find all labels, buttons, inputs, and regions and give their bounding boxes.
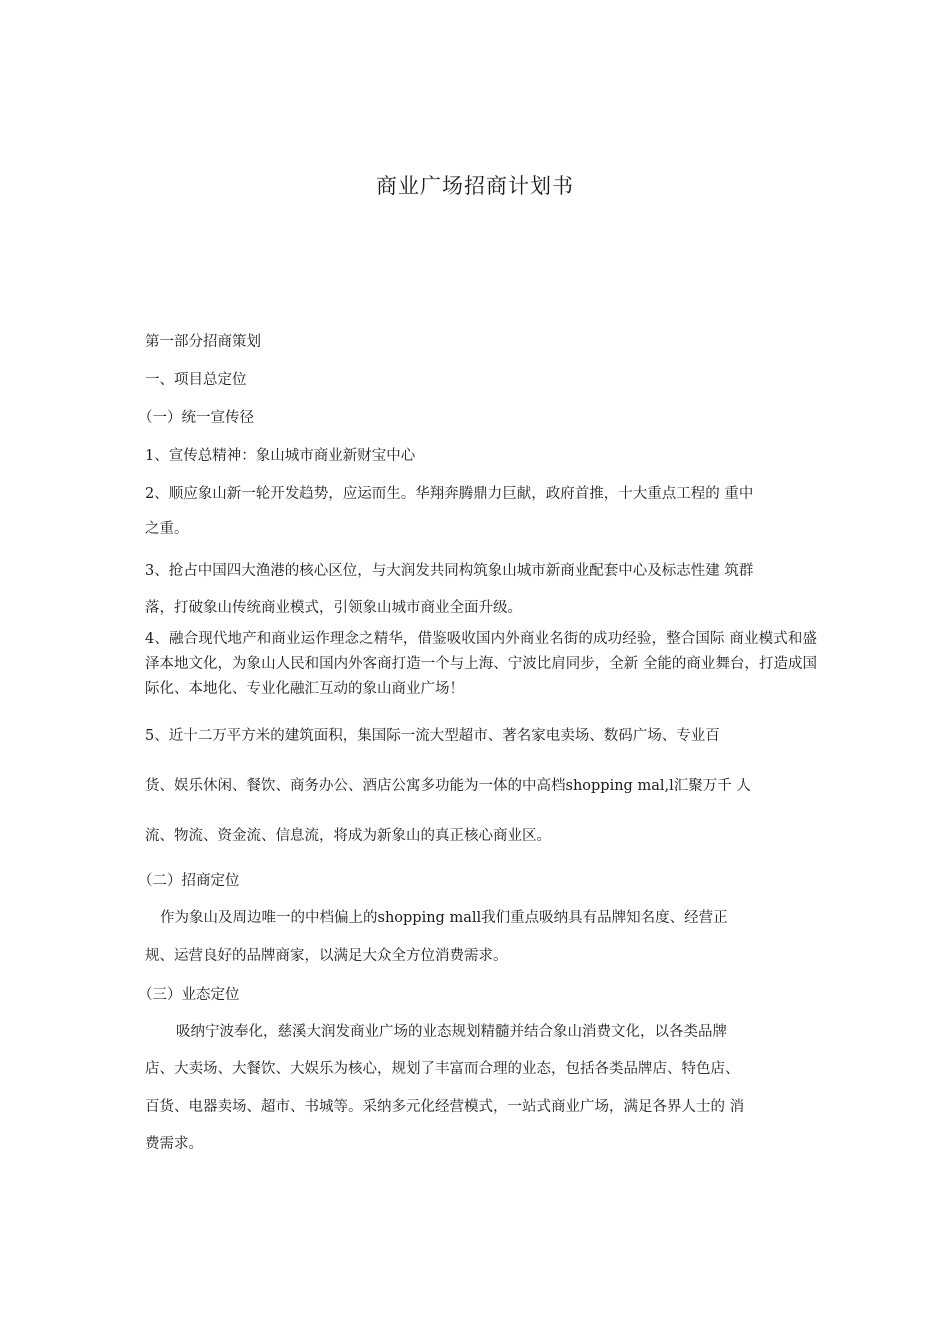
list-item: 1、宣传总精神：象山城市商业新财宝中心 [145,448,416,464]
list-item: 3、抢占中国四大渔港的核心区位，与大润发共同构筑象山城市新商业配套中心及标志性建 筑群 [145,563,754,579]
list-item: 5、近十二万平方米的建筑面积，集国际一流大型超市、著名家电卖场、数码广场、专业百 [145,728,720,744]
section-heading: 一、项目总定位 [145,372,247,388]
part-heading: 第一部分招商策划 [145,334,261,350]
document-title: 商业广场招商计划书 [376,174,574,198]
subsection-heading: （一）统一宣传径 [138,410,254,426]
list-item-continuation: 落，打破象山传统商业模式，引领象山城市商业全面升级。 [145,600,522,616]
list-item-continuation: 货、娱乐休闲、餐饮、商务办公、酒店公寓多功能为一体的中高档shopping mal,l汇聚万千 人 [145,778,751,794]
list-item-continuation: 流、物流、资金流、信息流，将成为新象山的真正核心商业区。 [145,828,551,844]
paragraph-line: 作为象山及周边唯一的中档偏上的shopping mall我们重点吸纳具有品牌知名度、经营正 [160,910,728,926]
paragraph-line: 店、大卖场、大餐饮、大娱乐为核心，规划了丰富而合理的业态，包括各类品牌店、特色店、 [145,1061,740,1077]
list-item-continuation: 之重。 [145,521,189,537]
list-item-paragraph: 4、融合现代地产和商业运作理念之精华，借鉴吸收国内外商业名街的成功经验，整合国际 商业模式和盛泽本地文化，为象山人民和国内外客商打造一个与上海、宁波比肩同步，全新 全能的商业舞台，打造成国际化、本地化、专业化融汇互动的象山商业广场！ [145,631,817,697]
paragraph-line: 费需求。 [145,1136,203,1152]
paragraph-line: 规、运营良好的品牌商家，以满足大众全方位消费需求。 [145,948,508,964]
paragraph-line: 吸纳宁波奉化，慈溪大润发商业广场的业态规划精髓并结合象山消费文化，以各类品牌 [176,1024,727,1040]
subsection-heading: （二）招商定位 [138,873,240,889]
list-item: 2、顺应象山新一轮开发趋势，应运而生。华翔奔腾鼎力巨献，政府首推，十大重点工程的 重中 [145,486,754,502]
subsection-heading: （三）业态定位 [138,987,240,1003]
paragraph-line: 百货、电器卖场、超市、书城等。采纳多元化经营模式，一站式商业广场，满足各界人士的 消 [145,1099,745,1115]
